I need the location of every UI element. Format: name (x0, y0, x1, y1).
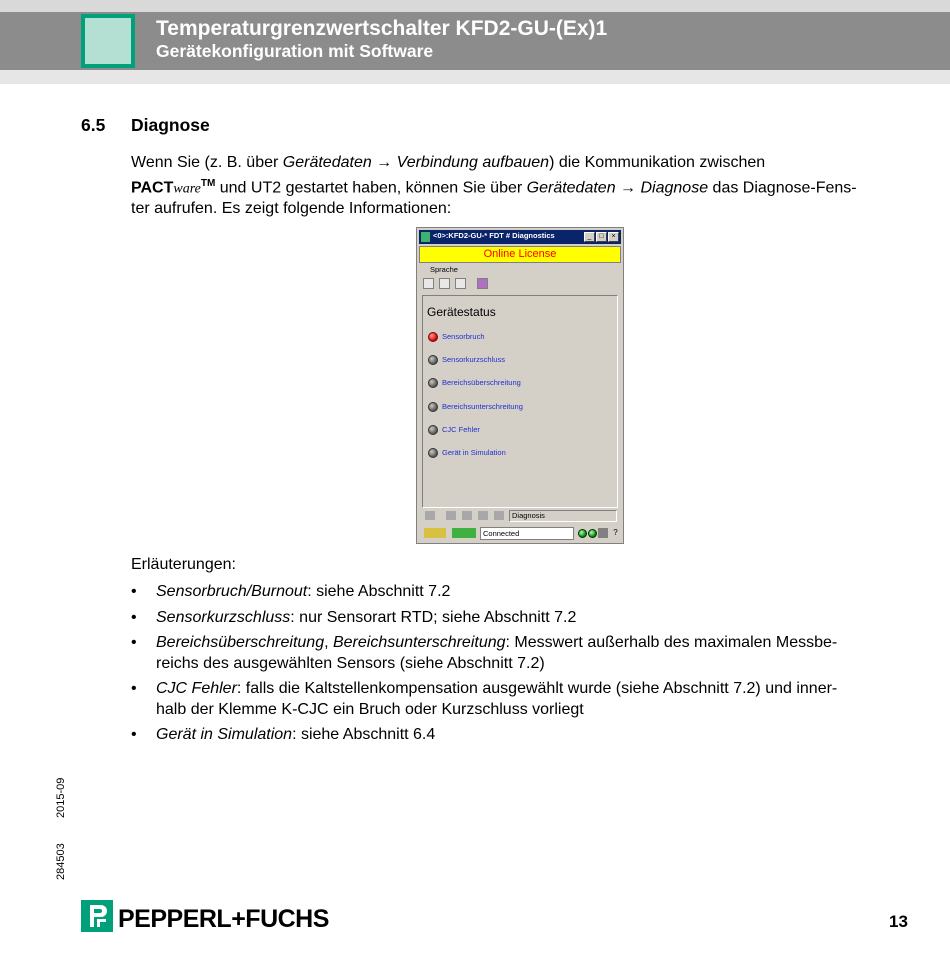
description-2: reichs des ausgewählten Sensors (siehe Abschnitt 7.2) (156, 654, 545, 672)
connection-icon (452, 528, 476, 538)
intro-paragraph (131, 153, 921, 220)
explanations-heading: Erläuterungen: (131, 556, 236, 573)
minimize-button[interactable]: _ (584, 232, 595, 242)
intro-text-5: ter aufrufen. Es zeigt folgende Informationen: (131, 200, 452, 218)
term: Sensorbruch/Burnout (156, 583, 308, 600)
explanations-list (131, 582, 901, 751)
term: Gerät in Simulation (156, 726, 293, 743)
nav-forward-icon[interactable] (494, 511, 504, 520)
list-item (131, 679, 901, 720)
list-item (131, 725, 901, 746)
intro-text-4: das Diagnose-Fens- (708, 178, 857, 196)
description: : siehe Abschnitt 6.4 (292, 726, 436, 743)
menu-sprache[interactable]: Sprache (430, 265, 458, 274)
page-subtitle: Gerätekonfiguration mit Software (156, 41, 434, 61)
description-2: halb der Klemme K-CJC ein Bruch oder Kurzschluss vorliegt (156, 700, 584, 718)
list-item (131, 608, 901, 629)
pact-brand: PACT (131, 178, 174, 196)
term-2: Bereichsunterschreitung (332, 634, 506, 651)
status-label: Bereichsüberschreitung (442, 378, 521, 387)
bullet-icon: • (131, 634, 137, 651)
status-label: Bereichsunterschreitung (442, 402, 523, 411)
list-item (131, 582, 901, 603)
term: Bereichsüberschreitung (156, 634, 325, 651)
device-status-title: Gerätestatus (427, 305, 496, 319)
status-green-led-icon (578, 529, 587, 538)
header-logo-square (81, 14, 135, 68)
status-green-led-icon-2 (588, 529, 597, 538)
description: : siehe Abschnitt 7.2 (307, 583, 451, 600)
dropdown-icon[interactable] (455, 278, 466, 289)
intro-text-1: Wenn Sie (z. B. über (131, 154, 283, 171)
nav-back-icon[interactable] (446, 511, 456, 520)
ware-brand: ware (173, 180, 201, 196)
description: : nur Sensorart RTD; siehe Abschnitt 7.2 (290, 608, 577, 626)
section-title: Diagnose (131, 115, 210, 135)
status-led-red-icon (428, 332, 438, 342)
bullet-icon: • (131, 726, 137, 743)
status-led-grey-icon (428, 425, 438, 435)
side-date: 2015-09 (55, 777, 67, 818)
window-toolbar (421, 277, 621, 291)
header-bottom-strip (0, 70, 950, 84)
maximize-button[interactable]: □ (596, 232, 607, 242)
navigation-bar (422, 509, 618, 523)
close-button[interactable]: × (608, 232, 619, 242)
diagnostics-window-screenshot (416, 227, 624, 544)
app-icon (421, 232, 430, 242)
layout-icon[interactable] (423, 278, 434, 289)
intro-menu-verbindung: Verbindung aufbauen (396, 154, 550, 171)
separator: , (324, 634, 333, 651)
window-titlebar (419, 230, 621, 244)
page-number: 13 (889, 912, 908, 931)
bullet-icon: • (131, 680, 137, 697)
nav-next-icon[interactable] (478, 511, 488, 520)
description: : falls die Kaltstellenkompensation ausgewählt wurde (siehe Abschnitt 7.2) und inner- (236, 680, 838, 697)
printer-icon[interactable] (598, 528, 608, 538)
pepperl-fuchs-logo-icon (81, 900, 113, 932)
intro-menu-diagnose: Diagnose (640, 178, 709, 196)
side-docnum: 284503 (55, 843, 67, 880)
status-label: Sensorbruch (442, 332, 485, 341)
status-label: Sensorkurzschluss (442, 355, 505, 364)
status-led-grey-icon (428, 378, 438, 388)
view-icon[interactable] (439, 278, 450, 289)
online-license-banner: Online License (419, 246, 621, 263)
page-title: Temperaturgrenzwertschalter KFD2-GU-(Ex)1 (156, 17, 608, 40)
connection-status: Connected (480, 527, 574, 540)
status-led-grey-icon (428, 448, 438, 458)
window-statusbar (422, 526, 620, 541)
header-logo-square-inner (85, 18, 131, 64)
status-led-grey-icon (428, 402, 438, 412)
home-icon[interactable] (425, 511, 435, 520)
description: : Messwert außerhalb des maximalen Messbe- (505, 634, 838, 651)
header-top-strip (0, 0, 950, 12)
brand-logo-text: PEPPERL+FUCHS (118, 905, 329, 933)
intro-arrow-1: → (371, 154, 397, 171)
bullet-icon: • (131, 583, 137, 600)
nav-prev-icon[interactable] (462, 511, 472, 520)
help-icon[interactable]: ? (613, 528, 618, 537)
section-number: 6.5 (81, 115, 106, 135)
status-label: Gerät in Simulation (442, 448, 506, 457)
intro-arrow-2: → (615, 178, 641, 196)
trademark-sup: TM (200, 177, 216, 189)
device-status-panel (422, 295, 618, 508)
device-icon (424, 528, 446, 538)
intro-menu-geraetedaten: Gerätedaten (282, 154, 372, 171)
bullet-icon: • (131, 608, 137, 626)
term: CJC Fehler (156, 680, 237, 697)
list-item (131, 633, 901, 674)
intro-text-2: ) die Kommunikation zwischen (549, 154, 766, 171)
status-led-grey-icon (428, 355, 438, 365)
intro-text-3: und UT2 gestartet haben, können Sie über (215, 178, 527, 196)
status-label: CJC Fehler (442, 425, 480, 434)
intro-menu-geraetedaten-2: Gerätedaten (526, 178, 616, 196)
logo-mark-icon (81, 900, 113, 932)
book-icon[interactable] (477, 278, 488, 289)
window-title: <0>:KFD2-GU-* FDT # Diagnostics (433, 231, 555, 240)
term: Sensorkurzschluss (156, 608, 291, 626)
diagnosis-field: Diagnosis (509, 510, 617, 522)
